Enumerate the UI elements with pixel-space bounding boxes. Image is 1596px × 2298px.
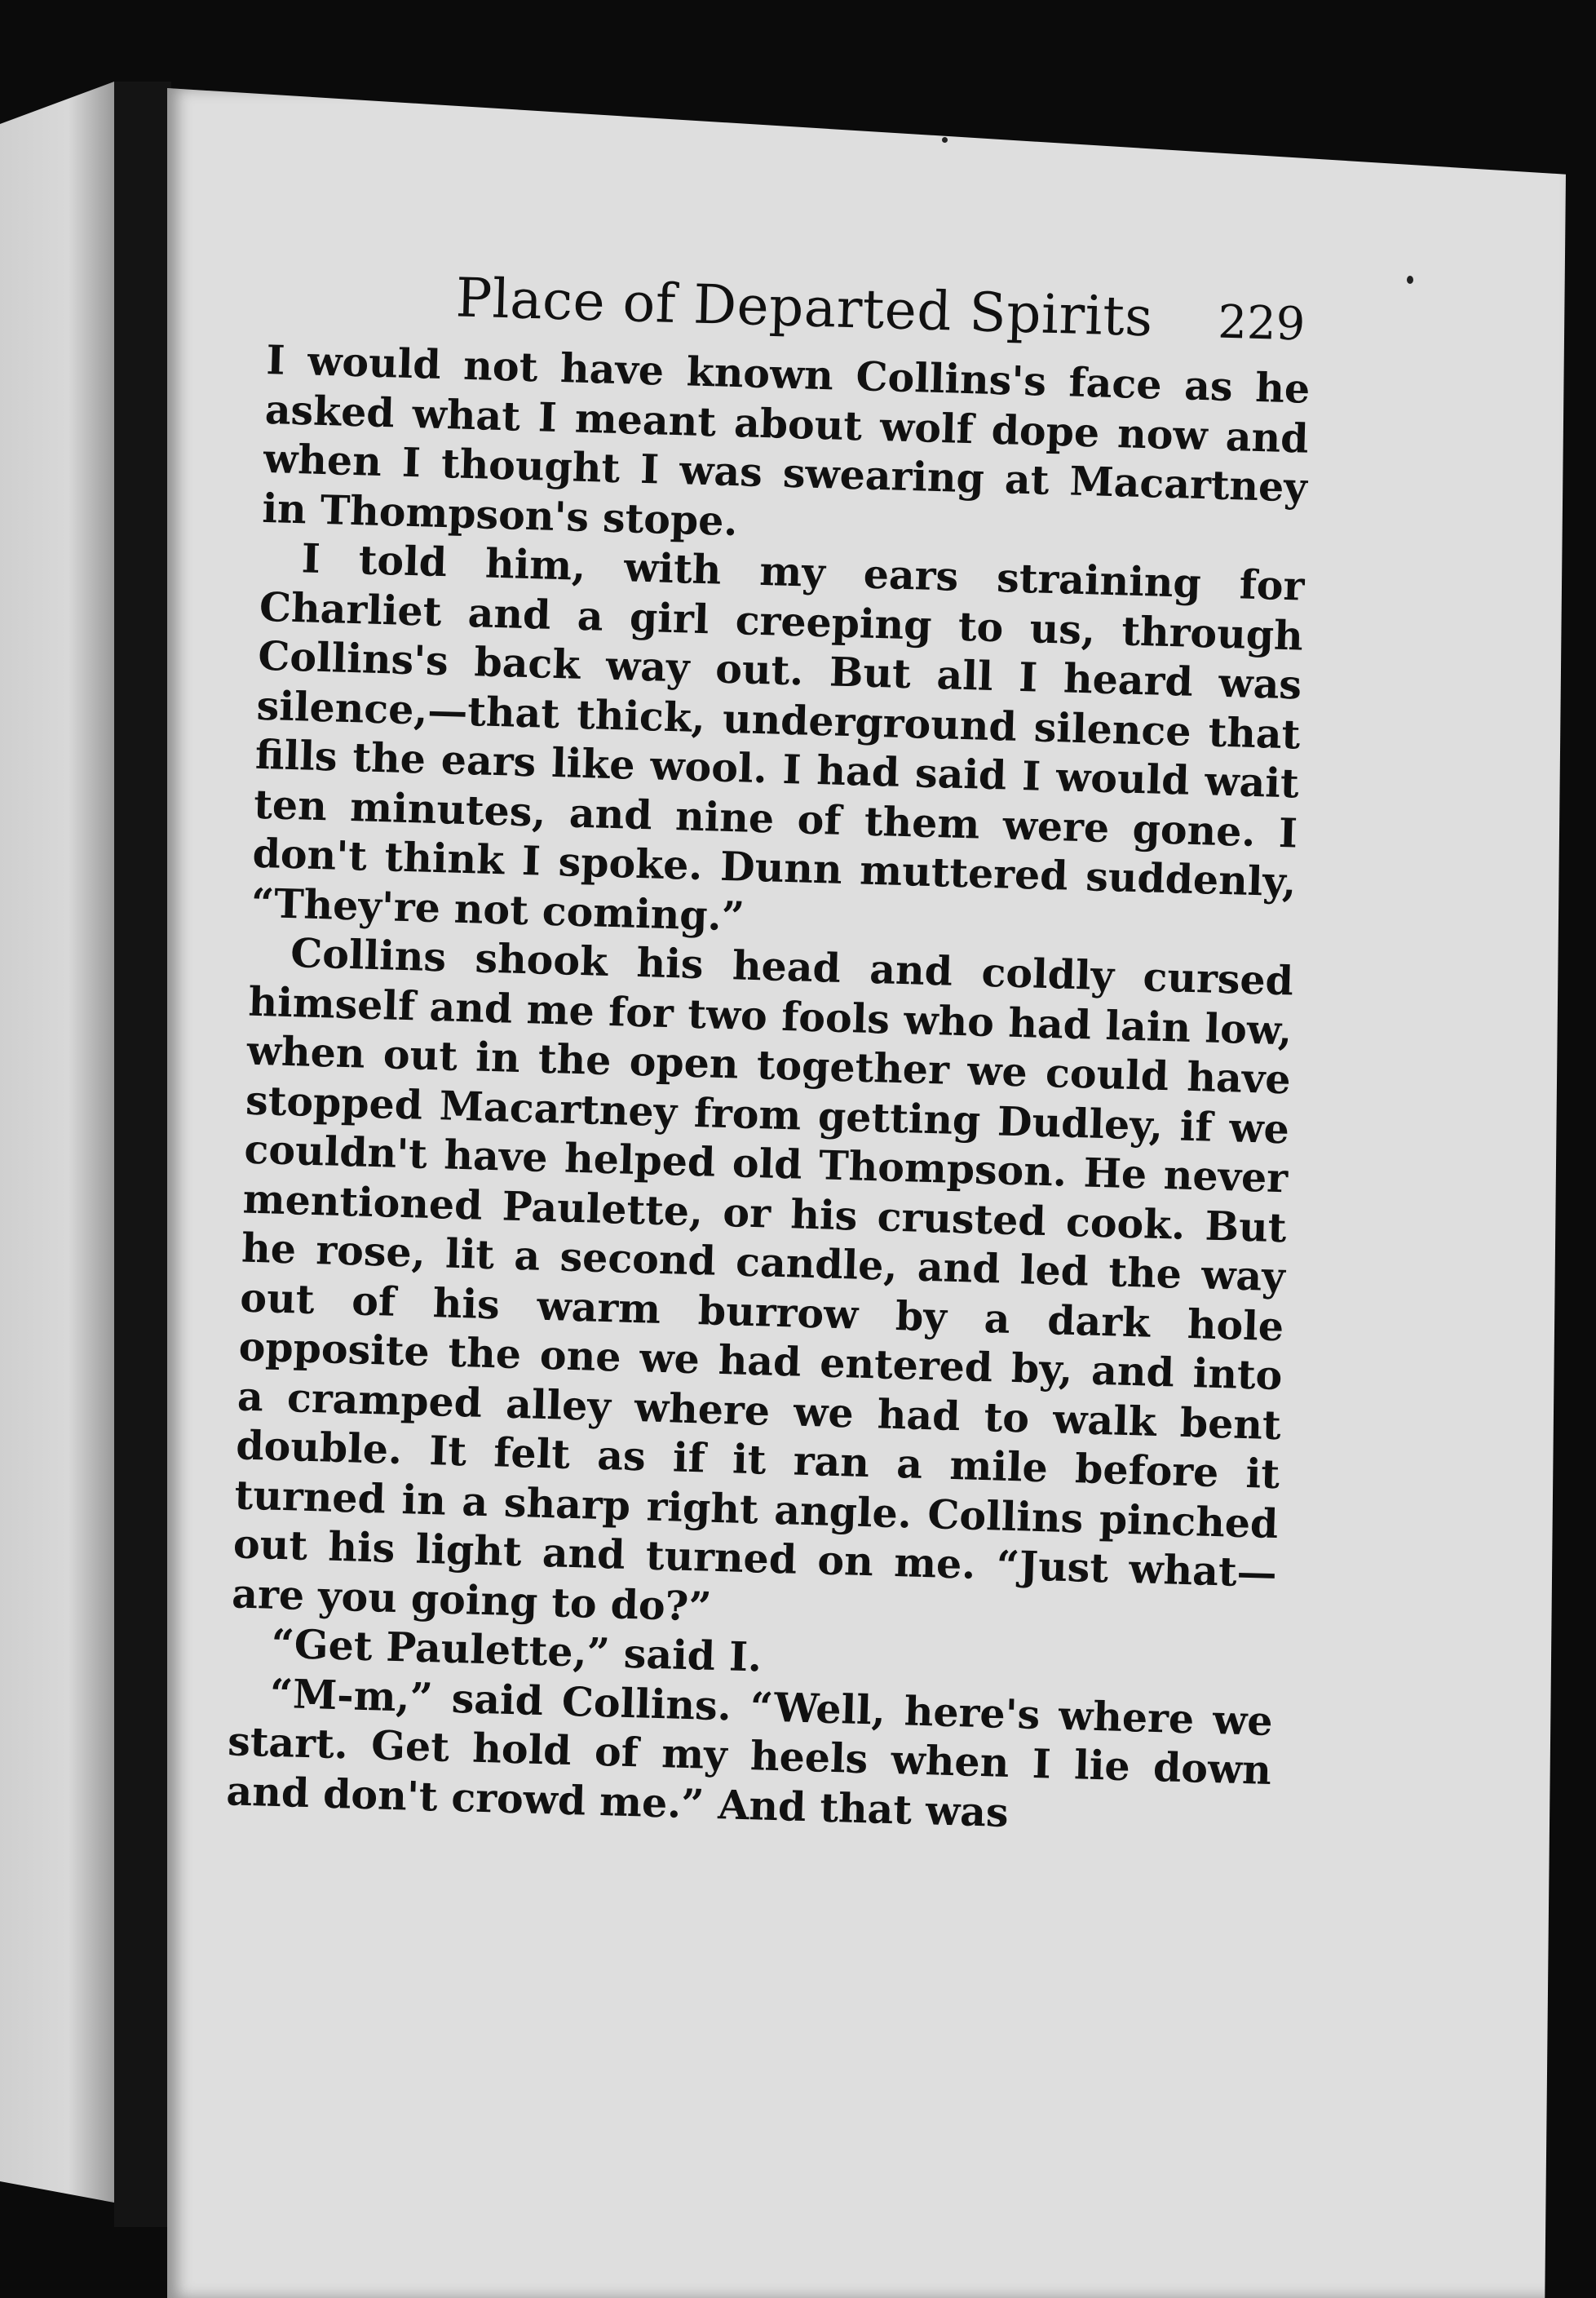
paragraph: I would not have known Collins's face as he asked what I meant about wolf dope now and when I thought I was swearing at Macartney in Thompson's stope. <box>261 335 1311 545</box>
chapter-title: Place of Departed Spirits <box>454 266 1154 349</box>
ink-speck <box>942 137 948 143</box>
page-text-block <box>226 261 1313 1844</box>
paragraph: Collins shook his head and coldly cursed himself and me for two fools who had lain low, when out in the open together we could have stopped Macartney from getting Dudley, if we couldn't have helped old Thompson. He never mentioned Paulette, or his crusted cook. But he rose, lit a second candle, and led the way out of his warm burrow by a dark hole opposite the one we had entered by, and into a cramped alley where we had to walk bent double. It felt as if it ran a mile before it turned in a sharp right angle. Collins pinched out his light and turned on me. “Just what—are you going to do?” <box>231 929 1294 1631</box>
page-number: 229 <box>1217 295 1306 352</box>
ink-speck <box>1407 276 1413 284</box>
left-page-edge <box>0 82 114 2203</box>
book-gutter <box>114 82 171 2227</box>
paragraph: I told him, with my ears straining for Charliet and a girl creeping to us, through Collins's back way out. But all I heard was silence,—that thick, underground silence that fills the ears like wool. I had said I would wait ten minutes, and nine of them were gone. I don't think I spoke. Dunn muttered suddenly, “They're not coming.” <box>250 534 1306 941</box>
body-text <box>226 335 1311 1844</box>
paragraph: “M-m,” said Collins. “Well, here's where we start. Get hold of my heels when I lie down and don't crowd me.” And that was <box>225 1669 1274 1836</box>
paragraph: “Get Paulette,” said I. <box>270 1619 763 1681</box>
